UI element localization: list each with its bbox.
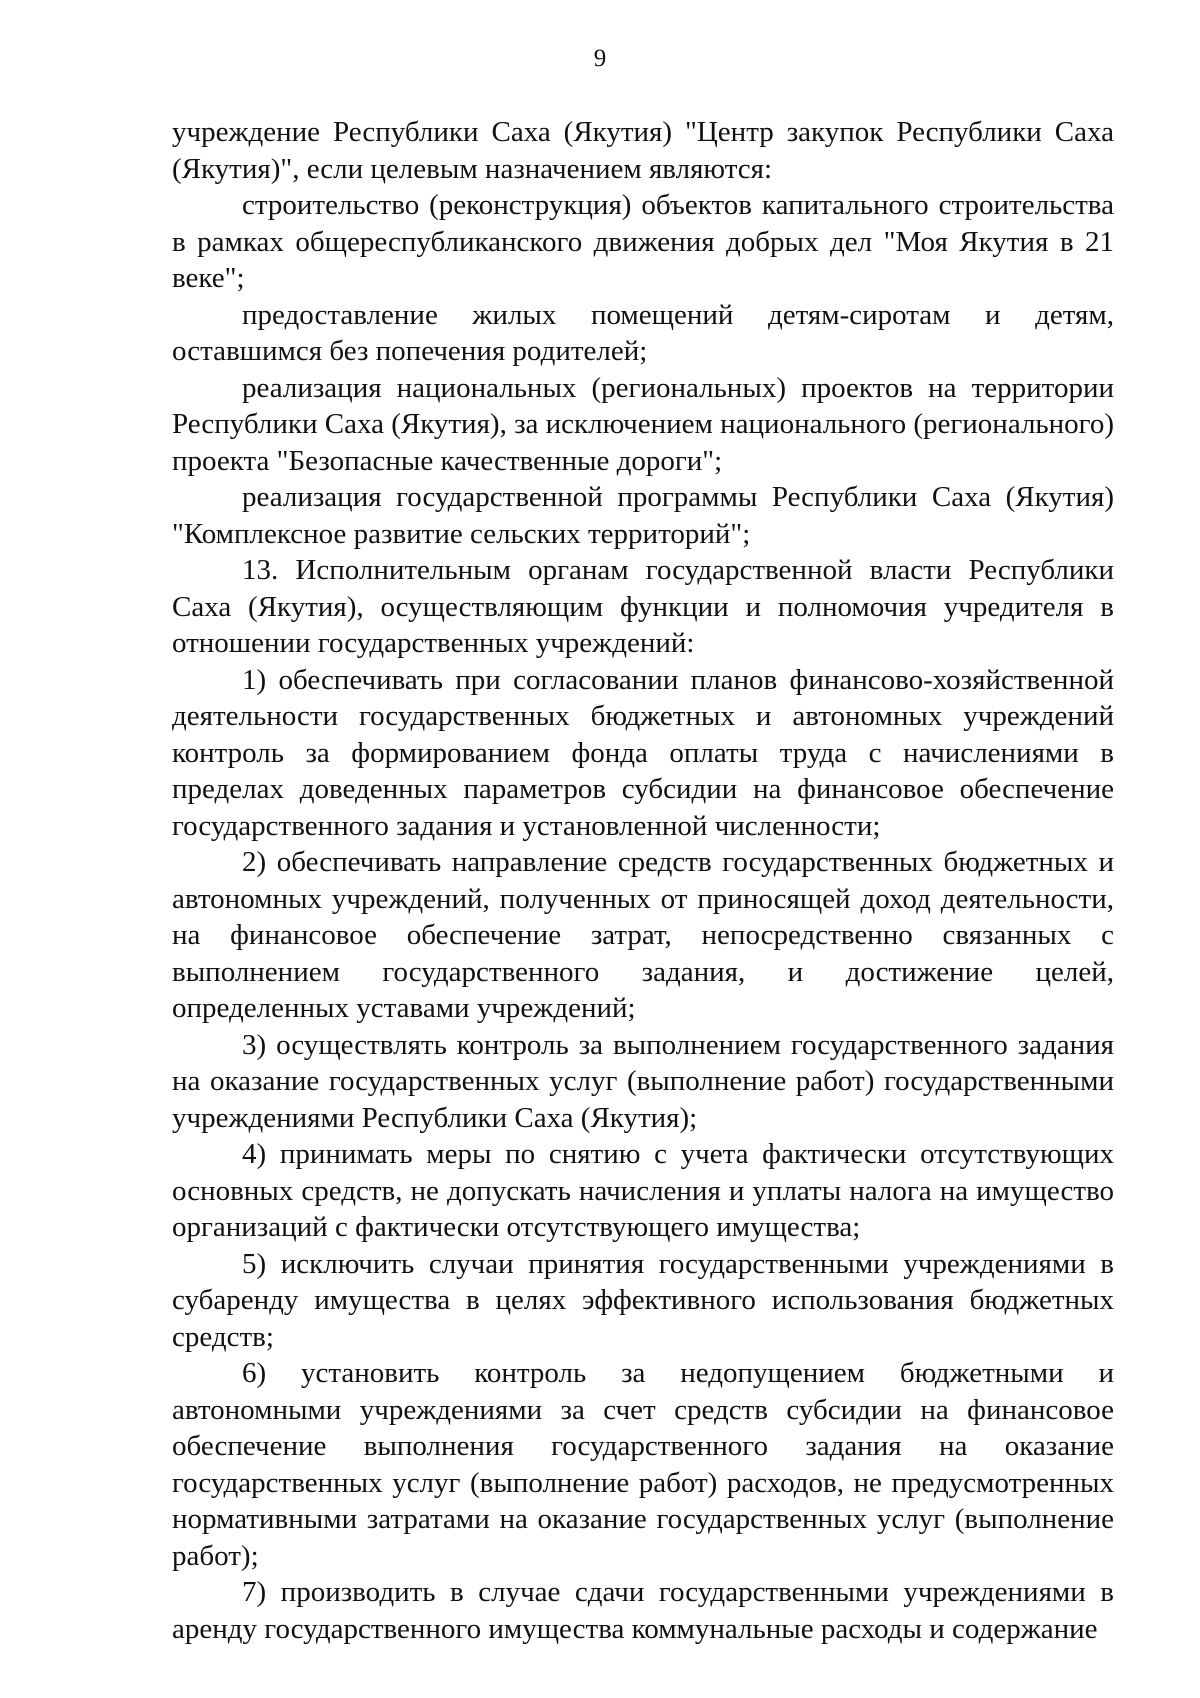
- paragraph-housing-orphans: предоставление жилых помещений детям-сиротам и детям, оставшимся без попечения родителей;: [172, 298, 1114, 367]
- paragraph-construction: строительство (реконструкция) объектов капитального строительства в рамках общереспубликанского движения добрых дел "Моя Якутия в 21 веке";: [172, 189, 1114, 294]
- page-number: 9: [593, 45, 607, 72]
- document-body: [172, 114, 1114, 1647]
- paragraph-state-program: реализация государственной программы Республики Саха (Якутия) "Комплексное развитие сельских территорий";: [172, 481, 1114, 550]
- paragraph-item-4: 4) принимать меры по снятию с учета фактически отсутствующих основных средств, не допускать начисления и уплаты налога на имущество организаций с фактически отсутствующего имущества;: [172, 1138, 1114, 1243]
- paragraph-item-1: 1) обеспечивать при согласовании планов финансово-хозяйственной деятельности государственных бюджетных и автономных учреждений контроль за формированием фонда оплаты труда с начислениями в пределах доведенных параметров субсидии на финансовое обеспечение государственного задания и установленной численности;: [172, 663, 1114, 842]
- paragraph-intro-continuation: учреждение Республики Саха (Якутия) "Центр закупок Республики Саха (Якутия)", если целевым назначением являются:: [172, 116, 1114, 185]
- paragraph-national-projects: реализация национальных (региональных) проектов на территории Республики Саха (Якутия), за исключением национального (регионального) проекта "Безопасные качественные дороги";: [172, 371, 1114, 477]
- paragraph-item-3: 3) осуществлять контроль за выполнением государственного задания на оказание государственных услуг (выполнение работ) государственными учреждениями Республики Саха (Якутия);: [172, 1028, 1114, 1134]
- paragraph-item-5: 5) исключить случаи принятия государственными учреждениями в субаренду имущества в целях эффективного использования бюджетных средств;: [172, 1247, 1114, 1353]
- paragraph-item-2: 2) обеспечивать направление средств государственных бюджетных и автономных учреждений, полученных от приносящей доход деятельности, на финансовое обеспечение затрат, непосредственно связанных с выполнением государственного задания, и достижение целей, определенных уставами учреждений;: [172, 846, 1114, 1024]
- paragraph-item-7: 7) производить в случае сдачи государственными учреждениями в аренду государственного имущества коммунальные расходы и содержание: [172, 1576, 1114, 1645]
- paragraph-item-6: 6) установить контроль за недопущением бюджетными и автономными учреждениями за счет средств субсидии на финансовое обеспечение выполнения государственного задания на оказание государственных услуг (выполнение работ) расходов, не предусмотренных нормативными затратами на оказание государственных услуг (выполнение работ);: [172, 1357, 1114, 1572]
- paragraph-13-executive-bodies: 13. Исполнительным органам государственной власти Республики Саха (Якутия), осуществляющим функции и полномочия учредителя в отношении государственных учреждений:: [172, 554, 1114, 659]
